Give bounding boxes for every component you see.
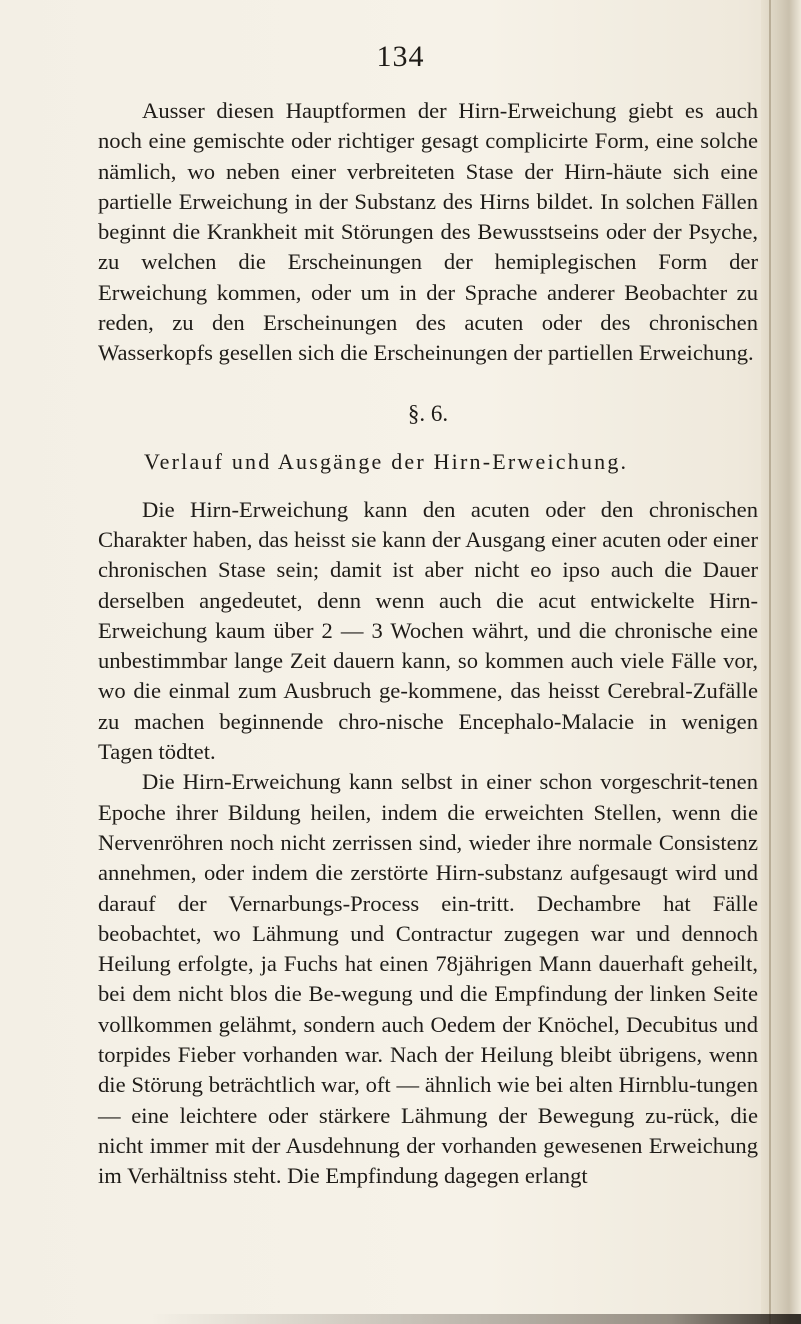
gutter-line bbox=[769, 0, 771, 1324]
paragraph: Die Hirn-Erweichung kann selbst in einer schon vorgeschrit-tenen Epoche ihrer Bildung heilen, indem die erweichten Stellen, wenn die Nervenröhren noch nicht zerrissen sind, wieder ihre normale Consistenz annehmen, oder indem die zerstörte Hirn-substanz aufgesaugt wird und darauf der Vernarbungs-Process ein-tritt. Dechambre hat Fälle beobachtet, wo Lähmung und Contractur zugegen war und dennoch Heilung erfolgte, ja Fuchs hat einen 78jährigen Mann dauerhaft geheilt, bei dem nicht blos die Be-wegung und die Empfindung der linken Seite vollkommen gelähmt, sondern auch Oedem der Knöchel, Decubitus und torpides Fieber vorhanden war. Nach der Heilung bleibt übrigens, wenn die Störung beträchtlich war, oft — ähnlich wie bei alten Hirnblu-tungen — eine leichtere oder stärkere Lähmung der Bewegung zu-rück, die nicht immer mit der Ausdehnung der vorhanden gewesenen Erweichung im Verhältniss steht. Die Empfindung dagegen erlangt bbox=[98, 769, 758, 1189]
page-gutter bbox=[761, 0, 801, 1324]
paragraph-intro: Ausser diesen Hauptformen der Hirn-Erweichung giebt es auch noch eine gemischte oder richtiger gesagt complicirte Form, eine solche nämlich, wo neben einer verbreiteten Stase der Hirn-häute sich eine partielle Erweichung in der Substanz des Hirns bildet. In solchen Fällen beginnt die Krankheit mit Störungen des Bewusstseins oder der Psyche, zu welchen die Erscheinungen der hemiplegischen Form der Erweichung kommen, oder um in der Sprache anderer Beobachter zu reden, zu den Erscheinungen des acuten oder des chronischen Wasserkopfs gesellen sich die Erscheinungen der partiellen Erweichung. bbox=[98, 98, 758, 366]
page-edge-shadow bbox=[150, 1314, 801, 1324]
section-number: §. 6. bbox=[407, 400, 449, 426]
page-number: 134 bbox=[376, 40, 425, 73]
paragraph: Die Hirn-Erweichung kann den acuten oder den chronischen Charakter haben, das heisst sie kann der Ausgang einer acuten oder einer chronischen Stase sein; damit ist aber nicht eo ipso auch die Dauer derselben angedeutet, denn wenn auch die acut entwickelte Hirn-Erweichung kaum über 2 — 3 Wochen währt, und die chronische eine unbestimmbar lange Zeit dauern kann, so kommen auch viele Fälle vor, wo die einmal zum Ausbruch ge-kommene, das heisst Cerebral-Zufälle zu machen beginnende chro-nische Encephalo-Malacie in wenigen Tagen tödtet. bbox=[98, 496, 758, 765]
body-text bbox=[98, 96, 758, 1192]
section-title: Verlauf und Ausgänge der Hirn-Erweichung. bbox=[144, 448, 629, 474]
